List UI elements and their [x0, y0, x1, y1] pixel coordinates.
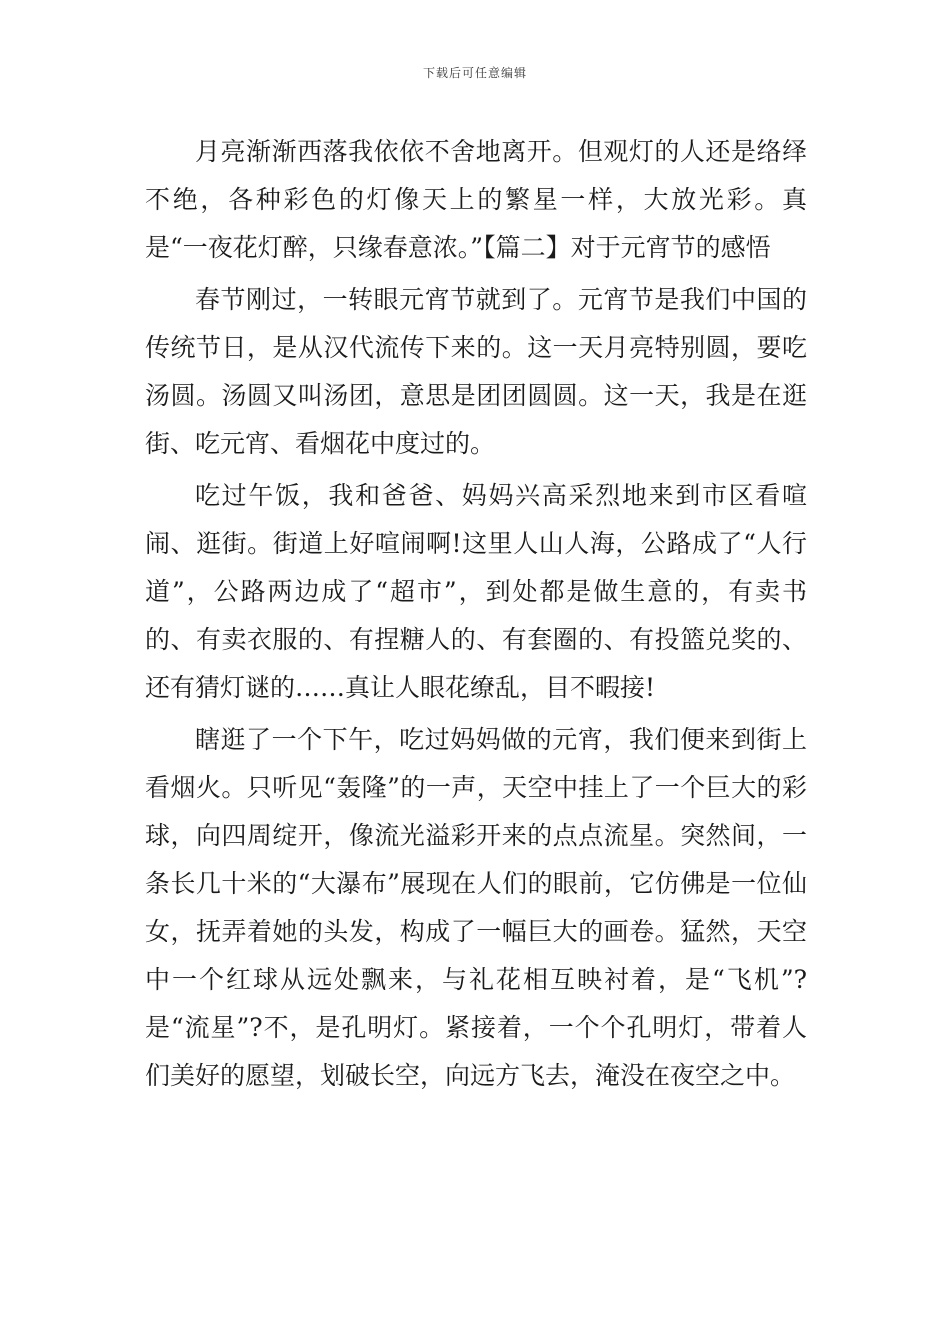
paragraph-3: 吃过午饭，我和爸爸、妈妈兴高采烈地来到市区看喧闹、逛街。街道上好喧闹啊!这里人山人海，公路成了“人行道”，公路两边成了“超市”，到处都是做生意的，有卖书的、有卖衣服的、有捏糖人的、有套圈的、有投篮兑奖的、还有猜灯谜的……真让人眼花缭乱，目不暇接! — [145, 481, 807, 702]
paragraph-1: 月亮渐渐西落我依依不舍地离开。但观灯的人还是络绎不绝，各种彩色的灯像天上的繁星一样，大放光彩。真是“一夜花灯醉，只缘春意浓。”【篇二】对于元宵节的感悟 — [145, 137, 807, 262]
document-body — [145, 128, 807, 1104]
paragraph-4: 瞎逛了一个下午，吃过妈妈做的元宵，我们便来到街上看烟火。只听见“轰隆”的一声，天空中挂上了一个巨大的彩球，向四周绽开，像流光溢彩开来的点点流星。突然间，一条长几十米的“大瀑布”展现在人们的眼前，它仿佛是一位仙女，抚弄着她的头发，构成了一幅巨大的画卷。猛然，天空中一个红球从远处飘来，与礼花相互映衬着，是“飞机”?是“流星”?不，是孔明灯。紧接着，一个个孔明灯，带着人们美好的愿望，划破长空，向远方飞去，淹没在夜空之中。 — [145, 725, 807, 1090]
paragraph-2: 春节刚过，一转眼元宵节就到了。元宵节是我们中国的传统节日，是从汉代流传下来的。这一天月亮特别圆，要吃汤圆。汤圆又叫汤团，意思是团团圆圆。这一天，我是在逛街、吃元宵、看烟花中度过的。 — [145, 285, 807, 458]
page-header: 下载后可任意编辑 — [422, 66, 527, 80]
